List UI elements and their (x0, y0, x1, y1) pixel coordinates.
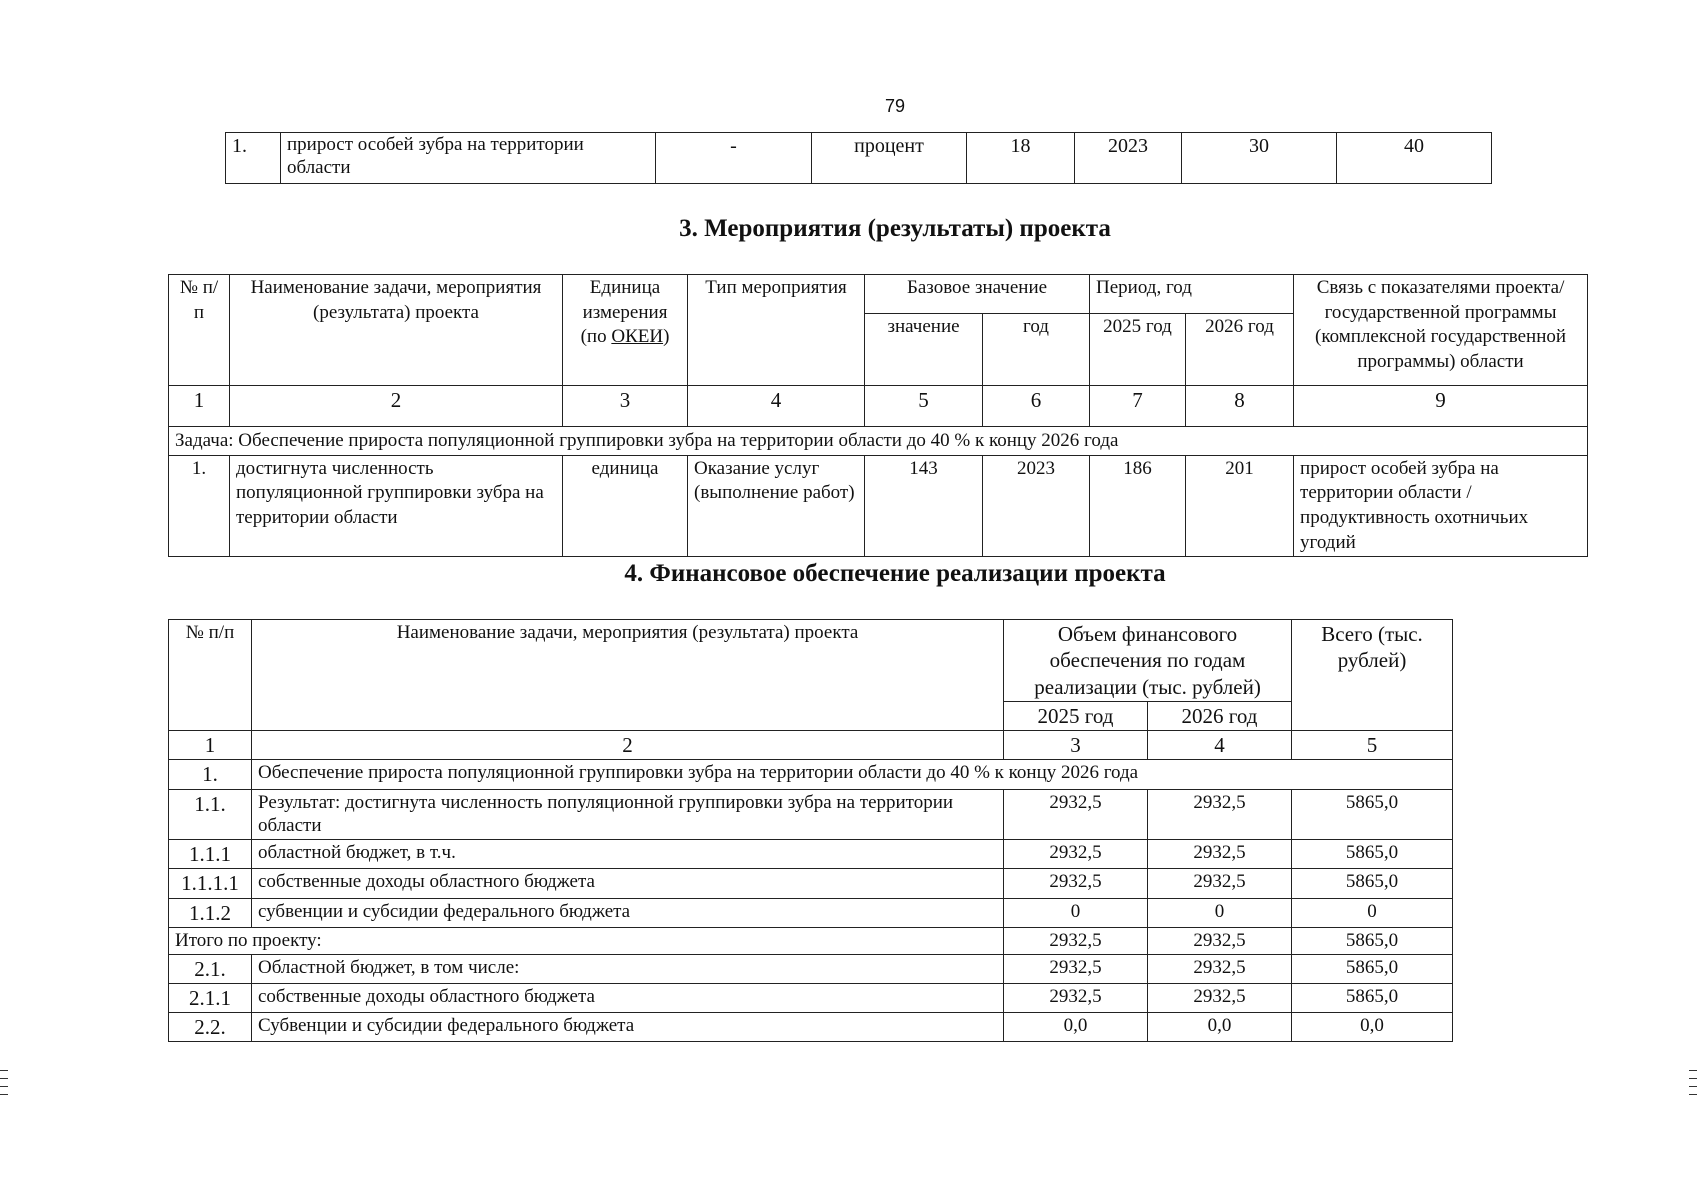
header-base-value: значение (865, 313, 983, 385)
table-row (169, 840, 1453, 869)
indicator-unit: процент (812, 133, 967, 184)
column-number-row (169, 731, 1453, 760)
header-period: Период, год (1090, 275, 1294, 314)
row-number: 1.1.2 (169, 898, 252, 927)
col-number: 2 (252, 731, 1004, 760)
row-2026: 2932,5 (1148, 954, 1292, 983)
header-num: № п/п (169, 275, 230, 386)
row-number: 1. (226, 133, 281, 184)
row-total: 5865,0 (1292, 983, 1453, 1012)
okei-link[interactable]: ОКЕИ (611, 326, 664, 348)
header-unit-close: ) (663, 326, 670, 348)
indicator-name: прирост особей зубра на территории области (281, 133, 656, 184)
col-number: 3 (1004, 731, 1148, 760)
col-number: 2 (230, 386, 563, 427)
row-2025: 2932,5 (1004, 869, 1148, 898)
row-number: 2.1. (169, 954, 252, 983)
indicator-base-value: 18 (967, 133, 1075, 184)
task-row (169, 427, 1588, 456)
indicator-base-year: 2023 (1075, 133, 1182, 184)
indicator-2025: 30 (1182, 133, 1337, 184)
col-number: 5 (1292, 731, 1453, 760)
header-base-year: год (983, 313, 1090, 385)
row-total: 5865,0 (1292, 840, 1453, 869)
row-2026: 2932,5 (1148, 869, 1292, 898)
row-number: 1. (169, 455, 230, 557)
row-name: областной бюджет, в т.ч. (252, 840, 1004, 869)
row-2026: 2932,5 (1148, 983, 1292, 1012)
page-number: 79 (884, 96, 906, 116)
scan-edge-mark (0, 1094, 8, 1095)
table-row (169, 869, 1453, 898)
table-row (226, 133, 1492, 184)
indicators-table (225, 132, 1492, 184)
row-total: 5865,0 (1292, 954, 1453, 983)
row-total: 0,0 (1292, 1013, 1453, 1042)
row-number: 1.1. (169, 789, 252, 840)
header-num: № п/п (169, 620, 252, 731)
header-unit-text: Единица измерения (по (580, 277, 668, 348)
row-2026: 2932,5 (1148, 840, 1292, 869)
scan-edge-mark (1689, 1070, 1697, 1071)
header-row (169, 275, 1588, 314)
activity-2025: 186 (1090, 455, 1186, 557)
header-row (169, 620, 1453, 702)
row-2025: 2932,5 (1004, 840, 1148, 869)
total-2025: 2932,5 (1004, 927, 1148, 954)
col-number: 7 (1090, 386, 1186, 427)
col-number: 1 (169, 386, 230, 427)
row-number: 1.1.1 (169, 840, 252, 869)
col-number: 9 (1294, 386, 1588, 427)
row-name: Субвенции и субсидии федерального бюджета (252, 1013, 1004, 1042)
section-3-title: 3. Мероприятия (результаты) проекта (679, 215, 1111, 242)
header-type: Тип мероприятия (688, 275, 865, 386)
col-number: 1 (169, 731, 252, 760)
row-2026: 0,0 (1148, 1013, 1292, 1042)
header-total: Всего (тыс. рублей) (1292, 620, 1453, 731)
header-link: Связь с показателями проекта/государственной программы (комплексной государственной программы) области (1294, 275, 1588, 386)
scan-edge-mark (1689, 1086, 1697, 1087)
row-2025: 2932,5 (1004, 789, 1148, 840)
header-2025: 2025 год (1004, 701, 1148, 730)
row-2025: 0 (1004, 898, 1148, 927)
row-number: 2.2. (169, 1013, 252, 1042)
total-row (169, 927, 1453, 954)
row-total: 5865,0 (1292, 869, 1453, 898)
activity-base-year: 2023 (983, 455, 1090, 557)
row-2026: 0 (1148, 898, 1292, 927)
total-2026: 2932,5 (1148, 927, 1292, 954)
row-name: Результат: достигнута численность популяционной группировки зубра на территории области (252, 789, 1004, 840)
col-number: 6 (983, 386, 1090, 427)
table-row (169, 898, 1453, 927)
header-2026: 2026 год (1148, 701, 1292, 730)
col-number: 4 (688, 386, 865, 427)
task-row (169, 760, 1453, 789)
col-number: 8 (1186, 386, 1294, 427)
table-row (169, 954, 1453, 983)
scan-edge-mark (0, 1086, 8, 1087)
row-name: собственные доходы областного бюджета (252, 869, 1004, 898)
total-total: 5865,0 (1292, 927, 1453, 954)
row-name: Областной бюджет, в том числе: (252, 954, 1004, 983)
header-unit (563, 275, 688, 386)
row-2025: 2932,5 (1004, 983, 1148, 1012)
header-volume: Объем финансового обеспечения по годам реализации (тыс. рублей) (1004, 620, 1292, 702)
col-number: 3 (563, 386, 688, 427)
header-p2025: 2025 год (1090, 313, 1186, 385)
financing-table (168, 619, 1453, 1042)
scan-edge-mark (0, 1078, 8, 1079)
section-4-title: 4. Финансовое обеспечение реализации проекта (624, 560, 1166, 587)
table-row (169, 455, 1588, 557)
table-row (169, 983, 1453, 1012)
activity-link: прирост особей зубра на территории области / продуктивность охотничьих угодий (1294, 455, 1588, 557)
activity-2026: 201 (1186, 455, 1294, 557)
row-total: 5865,0 (1292, 789, 1453, 840)
activity-unit: единица (563, 455, 688, 557)
row-name: субвенции и субсидии федерального бюджета (252, 898, 1004, 927)
header-name: Наименование задачи, мероприятия (результата) проекта (230, 275, 563, 386)
task-name: Обеспечение прироста популяционной группировки зубра на территории области до 40 % к концу 2026 года (252, 760, 1453, 789)
activity-type: Оказание услуг (выполнение работ) (688, 455, 865, 557)
row-2025: 0,0 (1004, 1013, 1148, 1042)
activity-base-value: 143 (865, 455, 983, 557)
col-number: 4 (1148, 731, 1292, 760)
column-number-row (169, 386, 1588, 427)
table-row (169, 789, 1453, 840)
header-p2026: 2026 год (1186, 313, 1294, 385)
row-number: 2.1.1 (169, 983, 252, 1012)
header-base: Базовое значение (865, 275, 1090, 314)
scan-edge-mark (1689, 1078, 1697, 1079)
task-number: 1. (169, 760, 252, 789)
total-label: Итого по проекту: (169, 927, 1004, 954)
header-name: Наименование задачи, мероприятия (результата) проекта (252, 620, 1004, 731)
row-number: 1.1.1.1 (169, 869, 252, 898)
row-2025: 2932,5 (1004, 954, 1148, 983)
row-2026: 2932,5 (1148, 789, 1292, 840)
task-text: Задача: Обеспечение прироста популяционной группировки зубра на территории области до 40 % к концу 2026 года (169, 427, 1588, 456)
row-total: 0 (1292, 898, 1453, 927)
row-name: собственные доходы областного бюджета (252, 983, 1004, 1012)
scan-edge-mark (1689, 1094, 1697, 1095)
indicator-dash: - (656, 133, 812, 184)
indicator-2026: 40 (1337, 133, 1492, 184)
activities-table (168, 274, 1588, 557)
col-number: 5 (865, 386, 983, 427)
table-row (169, 1013, 1453, 1042)
activity-name: достигнута численность популяционной группировки зубра на территории области (230, 455, 563, 557)
scan-edge-mark (0, 1070, 8, 1071)
